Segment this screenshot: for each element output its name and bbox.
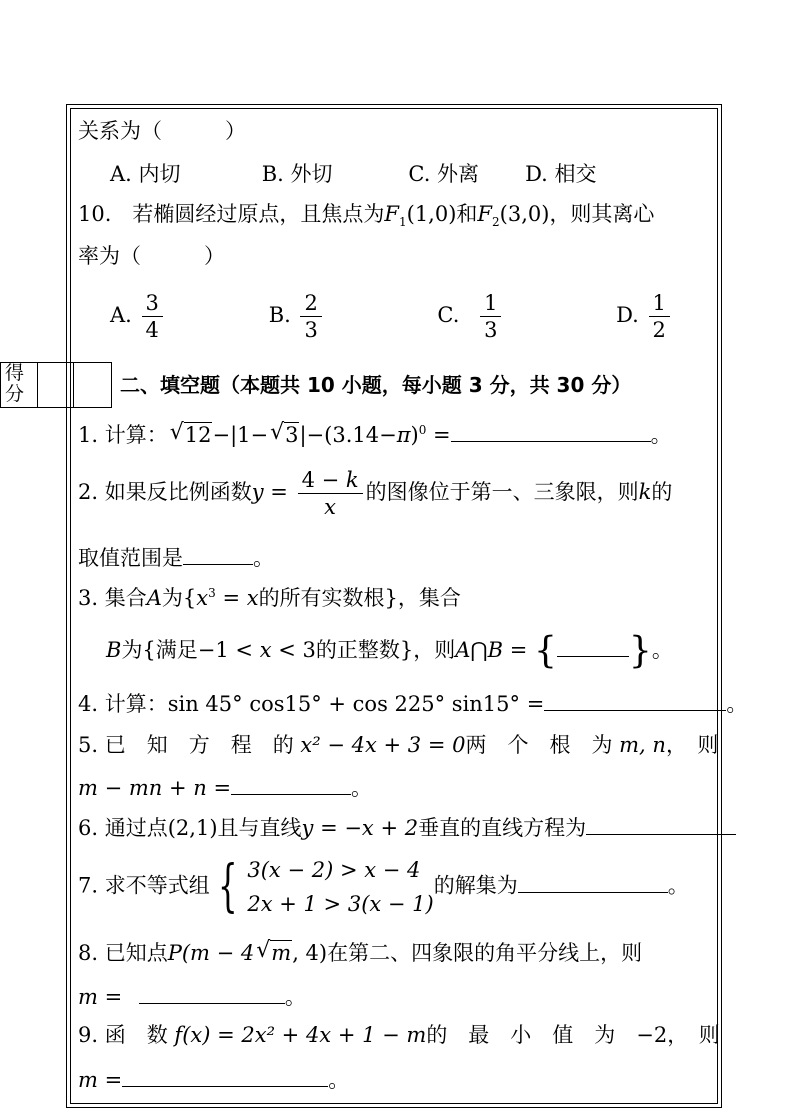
radicand: m (271, 941, 292, 965)
period: 。 (650, 423, 672, 447)
inequality-row-1: 3(x − 2) > x − 4 (247, 858, 421, 882)
var-x: x (259, 638, 272, 662)
q-text: ， 则 (665, 733, 719, 757)
q-number: 1. (78, 423, 99, 447)
frac-num: 1 (652, 291, 666, 315)
equals: = (263, 480, 295, 504)
answer-blank[interactable] (544, 690, 726, 711)
q10-option-a-label: A. (110, 303, 132, 327)
q-text: 的图像位于第一、三象限，则 (365, 480, 639, 504)
section-title-text: 二、填空题（本题共 10 小题，每小题 3 分，共 30 分） (120, 373, 632, 397)
q10-option-b (269, 290, 431, 343)
period: 。 (253, 546, 274, 570)
function: f(x) = 2x² + 4x + 1 − m (174, 1023, 427, 1047)
fill-q3 (78, 585, 461, 611)
section-title (120, 372, 631, 398)
q10-f2-sub: 2 (492, 215, 500, 230)
expression: m = (78, 1068, 123, 1092)
fill-q6 (78, 814, 736, 841)
answer-blank[interactable] (231, 774, 351, 795)
fill-q5 (78, 732, 718, 758)
q-text: 两 个 根 为 (465, 733, 613, 757)
q-label: 计算： (104, 692, 168, 716)
exponent: 0 (418, 423, 427, 437)
frac-den: 3 (484, 318, 498, 342)
var-y: y (251, 480, 264, 504)
var-x: x (246, 586, 259, 610)
point-expr: P(m − 4 (167, 941, 255, 965)
q10-line2-text: 率为（ ） (78, 244, 225, 268)
sqrt-12 (170, 422, 213, 448)
period: 。 (667, 873, 689, 898)
set-b: B (106, 638, 122, 662)
q9-tail-text: 关系为（ ） (78, 119, 246, 143)
q-number: 9. (78, 1023, 99, 1047)
right-brace: } (628, 630, 652, 672)
expression: m − mn + n = (78, 776, 232, 800)
sqrt-m (256, 940, 292, 966)
fill-q7 (78, 853, 689, 921)
score-box (0, 362, 112, 408)
intersection-symbol: ⋂ (470, 638, 488, 662)
q-number: 7. (78, 873, 99, 898)
q-text: 集合 (104, 586, 147, 610)
q-text: 垂直的直线方程为 (418, 816, 587, 840)
line-equation: y = −x + 2 (301, 816, 419, 840)
fill-q8-line2 (78, 983, 306, 1010)
q-text: 在第二、四象限的角平分线上，则 (327, 941, 643, 965)
equation: x² − 4x + 3 = 0 (300, 733, 466, 757)
frac-num: 1 (484, 291, 498, 315)
q-text: < 3的正整数}，则 (271, 638, 456, 662)
q10-option-d (616, 290, 673, 343)
fill-q5-line2 (78, 774, 372, 801)
var-x: x (196, 586, 209, 610)
expr-part: |−(3.14− (299, 423, 397, 447)
fill-q4 (78, 690, 747, 717)
trig-expression: sin 45° cos15° + cos 225° sin15° = (167, 692, 545, 716)
pi: π (396, 423, 411, 447)
q-number: 5. (78, 733, 99, 757)
q10-option-c-label: C. (437, 303, 460, 327)
q-text: 函 数 (104, 1023, 168, 1047)
q-text: 通过点(2,1)且与直线 (104, 816, 302, 840)
fill-q8 (78, 940, 642, 966)
q10-prefix: 10. 若椭圆经过原点，且焦点为 (78, 202, 385, 226)
equals: = (426, 423, 451, 447)
q9-option-c: C. 外离 (408, 162, 480, 186)
expr-part: −|1− (212, 423, 269, 447)
equals: = (503, 638, 535, 662)
q9-option-a: A. 内切 (110, 162, 181, 186)
sqrt-3 (270, 422, 299, 448)
q10-and: 和 (456, 202, 478, 226)
fraction (298, 467, 363, 520)
q10-options (110, 290, 673, 343)
q10-option-c-frac (480, 290, 501, 343)
q10-line2 (78, 243, 225, 269)
var-k: k (638, 480, 652, 504)
q-text: 求不等式组 (104, 873, 210, 898)
answer-blank[interactable] (451, 421, 651, 442)
frac-den: 2 (652, 318, 666, 342)
left-brace: { (534, 630, 557, 672)
set-a: A (455, 638, 471, 662)
period: 。 (328, 1068, 350, 1092)
q-text: 已 知 方 程 的 (104, 733, 294, 757)
q10-line1 (78, 201, 655, 230)
q10-f2-coord: (3,0) (499, 202, 550, 226)
answer-blank[interactable] (586, 814, 736, 835)
q-text: 的 最 小 值 为 −2， 则 (426, 1023, 720, 1047)
inequality-row-2: 2x + 1 > 3(x − 1) (247, 892, 434, 916)
q-text: 已知点 (104, 941, 168, 965)
q-number: 2. (78, 480, 99, 504)
score-label: 得分 (5, 362, 25, 405)
q9-tail (78, 118, 246, 144)
fill-q9 (78, 1022, 720, 1048)
answer-blank[interactable] (183, 544, 253, 565)
q9-option-d: D. 相交 (525, 162, 597, 186)
q10-option-b-label: B. (268, 303, 291, 327)
frac-den: x (324, 495, 336, 519)
point-expr: , 4) (292, 941, 328, 965)
frac-den: 4 (145, 318, 159, 342)
q-text: 的所有实数根}，集合 (258, 586, 461, 610)
q-number: 3. (78, 586, 99, 610)
period: 。 (351, 776, 373, 800)
fill-q2 (78, 467, 672, 520)
q10-suffix: ，则其离心 (549, 202, 655, 226)
answer-blank[interactable] (139, 983, 285, 1004)
frac-num: 3 (145, 291, 159, 315)
q-number: 4. (78, 692, 99, 716)
q-text: 取值范围是 (78, 546, 183, 570)
frac-num-text: 4 − (301, 468, 346, 492)
answer-blank[interactable] (557, 636, 629, 657)
q-number: 6. (78, 816, 99, 840)
period: 。 (726, 692, 748, 716)
q10-f1: F (384, 202, 399, 226)
q10-f2: F (477, 202, 492, 226)
q-number: 8. (78, 941, 99, 965)
q10-option-c (437, 290, 609, 343)
frac-num (298, 467, 363, 493)
set-a: A (146, 586, 162, 610)
q10-option-a (110, 290, 262, 343)
radicand: 12 (184, 423, 212, 447)
q10-option-d-frac (649, 290, 670, 343)
fill-q2-line2 (78, 544, 274, 571)
period: 。 (284, 985, 306, 1009)
q9-options (110, 161, 597, 187)
fill-q3-line2 (106, 630, 673, 672)
expr-part: ) (410, 423, 419, 447)
q10-option-b-frac (300, 290, 321, 343)
fill-q1 (78, 421, 672, 448)
expression: m = (78, 985, 123, 1009)
q-label: 计算： (104, 423, 168, 447)
answer-blank[interactable] (518, 872, 668, 893)
q9-option-b: B. 外切 (261, 162, 333, 186)
set-b: B (487, 638, 504, 662)
inequality-system: { 3(x − 2) > x − 4 2x + 1 > 3(x − 1) (217, 854, 434, 919)
answer-blank[interactable] (122, 1066, 328, 1087)
period: 。 (651, 638, 673, 662)
q10-option-d-label: D. (616, 303, 639, 327)
frac-den: 3 (304, 318, 318, 342)
frac-num: 2 (304, 291, 318, 315)
q10-f1-coord: (1,0) (406, 202, 457, 226)
exponent: 3 (208, 586, 216, 600)
q-text: 为{满足−1 < (121, 638, 260, 662)
roots: m, n (619, 733, 666, 757)
radicand: 3 (285, 423, 299, 447)
q-text: 的解集为 (433, 873, 518, 898)
var-k: k (345, 468, 359, 492)
equals: = (215, 586, 247, 610)
q-text: 为{ (161, 586, 197, 610)
q-text: 的 (651, 480, 673, 504)
fill-q9-line2 (78, 1066, 349, 1093)
q10-option-a-frac (142, 290, 163, 343)
q-text: 如果反比例函数 (104, 480, 252, 504)
q10-f1-sub: 1 (398, 215, 407, 230)
